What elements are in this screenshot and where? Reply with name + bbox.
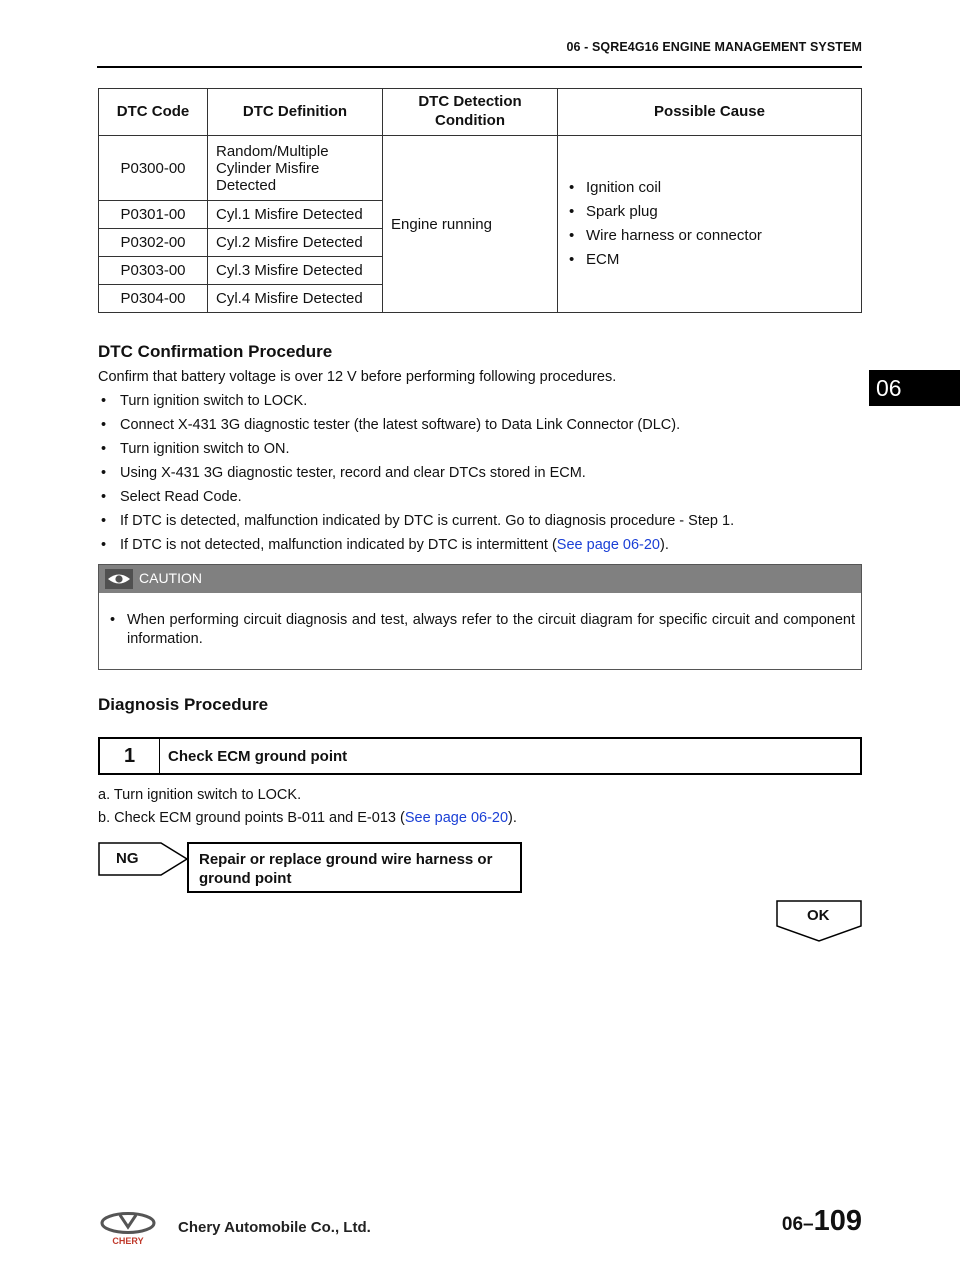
list-item: • Connect X-431 3G diagnostic tester (the latest software) to Data Link Connector (DLC). xyxy=(98,417,862,441)
dtc-code: P0300-00 xyxy=(99,136,208,201)
list-item: • Ignition coil xyxy=(566,176,853,200)
detection-condition: Engine running xyxy=(383,136,558,313)
ok-label: OK xyxy=(807,907,830,924)
header-divider xyxy=(97,66,862,68)
dtc-definition: Cyl.2 Misfire Detected xyxy=(208,229,383,257)
table-row xyxy=(99,136,862,201)
step-instruction-b: b. Check ECM ground points B-011 and E-013 (See page 06-20). xyxy=(98,810,517,826)
caution-text: • When performing circuit diagnosis and test, always refer to the circuit diagram for specific circuit and component information. xyxy=(107,611,855,649)
table-header-row xyxy=(99,89,862,136)
ng-arrow-icon xyxy=(98,842,190,876)
list-item: • ECM xyxy=(566,248,853,272)
caution-box xyxy=(98,564,862,670)
running-header: 06 - SQRE4G16 ENGINE MANAGEMENT SYSTEM xyxy=(566,40,862,54)
dtc-code: P0302-00 xyxy=(99,229,208,257)
list-item: • If DTC is detected, malfunction indicated by DTC is current. Go to diagnosis procedure - Step 1. xyxy=(98,513,862,537)
cause-list xyxy=(566,176,853,272)
list-item: • Turn ignition switch to ON. xyxy=(98,441,862,465)
list-item: • Select Read Code. xyxy=(98,489,862,513)
step-instruction-a: a. Turn ignition switch to LOCK. xyxy=(98,787,302,803)
list-item: • Turn ignition switch to LOCK. xyxy=(98,393,862,417)
list-item: • Wire harness or connector xyxy=(566,224,853,248)
list-item: • If DTC is not detected, malfunction indicated by DTC is intermittent (See page 06-20). xyxy=(98,537,862,561)
column-header: Possible Cause xyxy=(558,89,862,136)
caution-label: CAUTION xyxy=(139,570,202,586)
list-item: • Spark plug xyxy=(566,200,853,224)
dtc-code: P0301-00 xyxy=(99,201,208,229)
step-title: Check ECM ground point xyxy=(168,748,348,765)
dtc-code: P0303-00 xyxy=(99,257,208,285)
dtc-table xyxy=(98,88,862,313)
list-item: • Using X-431 3G diagnostic tester, record and clear DTCs stored in ECM. xyxy=(98,465,862,489)
dtc-definition: Cyl.1 Misfire Detected xyxy=(208,201,383,229)
section-tab: 06 xyxy=(869,370,960,406)
confirmation-steps xyxy=(98,393,862,561)
dtc-definition: Cyl.3 Misfire Detected xyxy=(208,257,383,285)
ng-action-box: Repair or replace ground wire harness or ground point xyxy=(187,842,522,893)
see-page-link[interactable]: See page 06-20 xyxy=(404,810,509,826)
confirmation-intro: Confirm that battery voltage is over 12 V before performing following procedures. xyxy=(98,369,617,385)
eye-icon xyxy=(105,569,133,589)
column-header: DTC Detection Condition xyxy=(383,89,558,136)
column-header: DTC Code xyxy=(99,89,208,136)
ng-label: NG xyxy=(116,850,139,867)
dtc-definition: Cyl.4 Misfire Detected xyxy=(208,285,383,313)
see-page-link[interactable]: See page 06-20 xyxy=(556,537,660,553)
step-number: 1 xyxy=(100,739,160,773)
confirmation-heading: DTC Confirmation Procedure xyxy=(98,342,333,361)
step-box xyxy=(98,737,862,775)
chery-logo-icon xyxy=(98,1212,158,1246)
column-header: DTC Definition xyxy=(208,89,383,136)
company-name: Chery Automobile Co., Ltd. xyxy=(178,1219,371,1236)
dtc-code: P0304-00 xyxy=(99,285,208,313)
logo-text: CHERY xyxy=(112,1236,144,1246)
diagnosis-heading: Diagnosis Procedure xyxy=(98,695,269,714)
possible-cause xyxy=(558,136,862,313)
caution-header xyxy=(99,565,861,593)
dtc-definition: Random/Multiple Cylinder Misfire Detected xyxy=(208,136,383,201)
page-number: 06–109 xyxy=(781,1205,862,1237)
